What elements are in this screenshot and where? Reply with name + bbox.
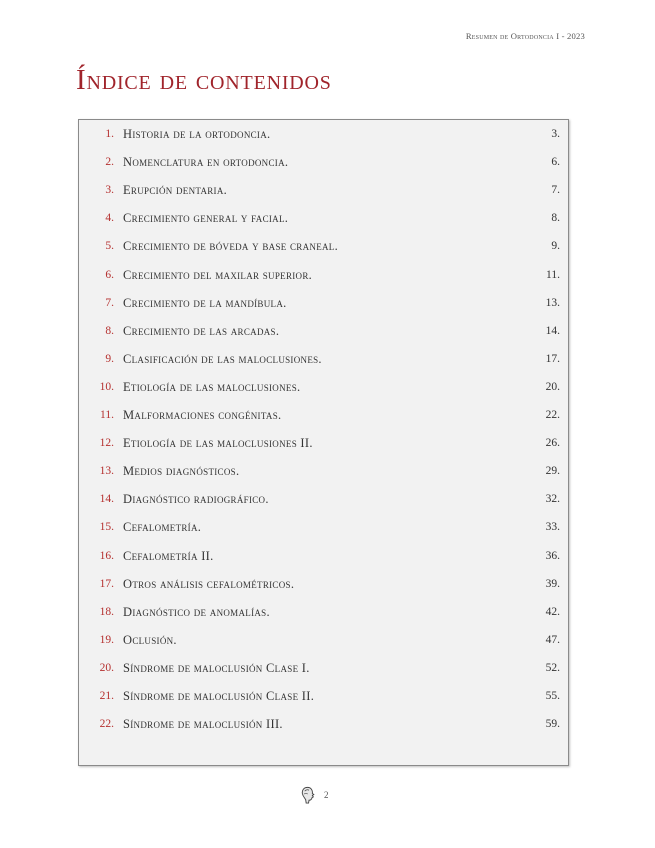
toc-entry-title: Malformaciones congénitas. bbox=[123, 408, 282, 422]
toc-entry-page: 33. bbox=[545, 521, 560, 534]
toc-entry-page: 59. bbox=[545, 718, 560, 731]
toc-entry-page: 14. bbox=[545, 324, 560, 337]
toc-entry-title: Historia de la ortodoncia. bbox=[123, 127, 271, 141]
toc-entry-page: 32. bbox=[545, 493, 560, 506]
toc-entry[interactable] bbox=[79, 208, 568, 228]
running-header: Resumen de Ortodoncia I - 2023 bbox=[465, 31, 585, 41]
toc-entry-number: 2. bbox=[105, 156, 114, 169]
toc-entry-number: 16. bbox=[99, 549, 114, 562]
toc-entry-page: 8. bbox=[551, 212, 560, 225]
toc-entry-number: 22. bbox=[99, 718, 114, 731]
toc-entry-title: Cefalometría. bbox=[123, 520, 202, 535]
toc-entry-title: Crecimiento de bóveda y base craneal. bbox=[123, 239, 339, 254]
toc-entry-title: Medios diagnósticos. bbox=[123, 464, 240, 479]
toc-entry-page: 3. bbox=[551, 128, 560, 140]
toc-entry-number: 18. bbox=[99, 605, 114, 618]
toc-entry-page: 26. bbox=[545, 437, 560, 450]
toc-entry[interactable] bbox=[79, 546, 568, 566]
table-of-contents bbox=[78, 119, 569, 766]
toc-entry[interactable] bbox=[79, 517, 568, 537]
toc-entry-title: Clasificación de las maloclusiones. bbox=[123, 351, 322, 366]
toc-entry[interactable] bbox=[79, 658, 568, 678]
toc-entry-title: Etiología de las maloclusiones. bbox=[123, 379, 301, 394]
toc-entry-page: 39. bbox=[545, 577, 560, 590]
toc-entry-page: 55. bbox=[545, 690, 560, 702]
toc-entry[interactable] bbox=[79, 461, 568, 481]
toc-entry-number: 1. bbox=[105, 128, 114, 140]
toc-entry-number: 21. bbox=[99, 690, 114, 702]
toc-entry[interactable] bbox=[79, 630, 568, 650]
toc-entry-number: 17. bbox=[99, 577, 114, 590]
toc-entry-title: Síndrome de maloclusión III. bbox=[123, 717, 283, 732]
toc-entry[interactable] bbox=[79, 574, 568, 594]
toc-entry-number: 15. bbox=[99, 521, 114, 534]
toc-entry-page: 36. bbox=[545, 549, 560, 562]
toc-entry[interactable] bbox=[79, 602, 568, 622]
toc-entry-title: Oclusión. bbox=[123, 632, 177, 647]
toc-entry[interactable] bbox=[79, 433, 568, 453]
toc-entry-number: 19. bbox=[99, 633, 114, 646]
page-title: Índice de contenidos bbox=[76, 64, 332, 96]
toc-entry[interactable] bbox=[79, 293, 568, 313]
toc-entry-number: 8. bbox=[105, 324, 114, 337]
toc-entry-number: 4. bbox=[105, 212, 114, 225]
toc-entry-number: 6. bbox=[105, 268, 114, 281]
toc-entry[interactable] bbox=[79, 236, 568, 256]
toc-entry-page: 6. bbox=[551, 156, 560, 169]
toc-entry-page: 20. bbox=[545, 380, 560, 393]
toc-entry-title: Crecimiento general y facial. bbox=[123, 211, 289, 226]
toc-entry-page: 9. bbox=[551, 240, 560, 253]
toc-entry[interactable] bbox=[79, 377, 568, 397]
toc-entry-page: 17. bbox=[545, 352, 560, 365]
toc-entry-title: Diagnóstico de anomalías. bbox=[123, 604, 270, 619]
toc-entry-title: Cefalometría II. bbox=[123, 548, 214, 563]
toc-entry-number: 9. bbox=[105, 352, 114, 365]
toc-entry-number: 3. bbox=[105, 184, 114, 197]
toc-entry-title: Crecimiento de las arcadas. bbox=[123, 323, 280, 338]
toc-entry-title: Crecimiento del maxilar superior. bbox=[123, 267, 313, 282]
toc-entry-title: Erupción dentaria. bbox=[123, 183, 228, 198]
toc-entry-page: 11. bbox=[546, 268, 560, 281]
toc-entry[interactable] bbox=[79, 349, 568, 369]
toc-entry[interactable] bbox=[79, 265, 568, 285]
toc-entry[interactable] bbox=[79, 180, 568, 200]
toc-entry[interactable] bbox=[79, 489, 568, 509]
toc-entry-title: Crecimiento de la mandíbula. bbox=[123, 295, 287, 310]
toc-entry[interactable] bbox=[79, 714, 568, 734]
toc-entry[interactable] bbox=[79, 405, 568, 425]
toc-entry-page: 42. bbox=[545, 605, 560, 618]
toc-entry-number: 14. bbox=[99, 493, 114, 506]
toc-entry-page: 47. bbox=[545, 633, 560, 646]
toc-entry-number: 12. bbox=[99, 437, 114, 450]
toc-entry-number: 7. bbox=[105, 296, 114, 309]
page-footer bbox=[300, 785, 329, 805]
toc-entry-title: Diagnóstico radiográfico. bbox=[123, 492, 269, 507]
page-number: 2 bbox=[324, 790, 329, 800]
toc-entry[interactable] bbox=[79, 152, 568, 172]
toc-entry-number: 20. bbox=[99, 661, 114, 674]
toc-entry-number: 5. bbox=[105, 240, 114, 253]
toc-entry-number: 13. bbox=[99, 465, 114, 478]
toc-entry-page: 22. bbox=[545, 409, 560, 421]
toc-entry-title: Síndrome de maloclusión Clase I. bbox=[123, 660, 310, 675]
toc-entry-number: 11. bbox=[100, 409, 114, 421]
toc-entry-page: 52. bbox=[545, 661, 560, 674]
toc-entry-number: 10. bbox=[99, 380, 114, 393]
tooth-profile-icon bbox=[300, 785, 319, 805]
toc-entry-page: 7. bbox=[551, 184, 560, 197]
toc-entry-page: 13. bbox=[545, 296, 560, 309]
toc-entry-title: Síndrome de maloclusión Clase II. bbox=[123, 689, 315, 703]
toc-entry-page: 29. bbox=[545, 465, 560, 478]
toc-entry-title: Etiología de las maloclusiones II. bbox=[123, 436, 313, 451]
toc-entry[interactable] bbox=[79, 686, 568, 706]
toc-entry[interactable] bbox=[79, 321, 568, 341]
toc-entry-title: Otros análisis cefalométricos. bbox=[123, 576, 295, 591]
toc-entry-title: Nomenclatura en ortodoncia. bbox=[123, 155, 289, 170]
toc-entry[interactable] bbox=[79, 124, 568, 144]
